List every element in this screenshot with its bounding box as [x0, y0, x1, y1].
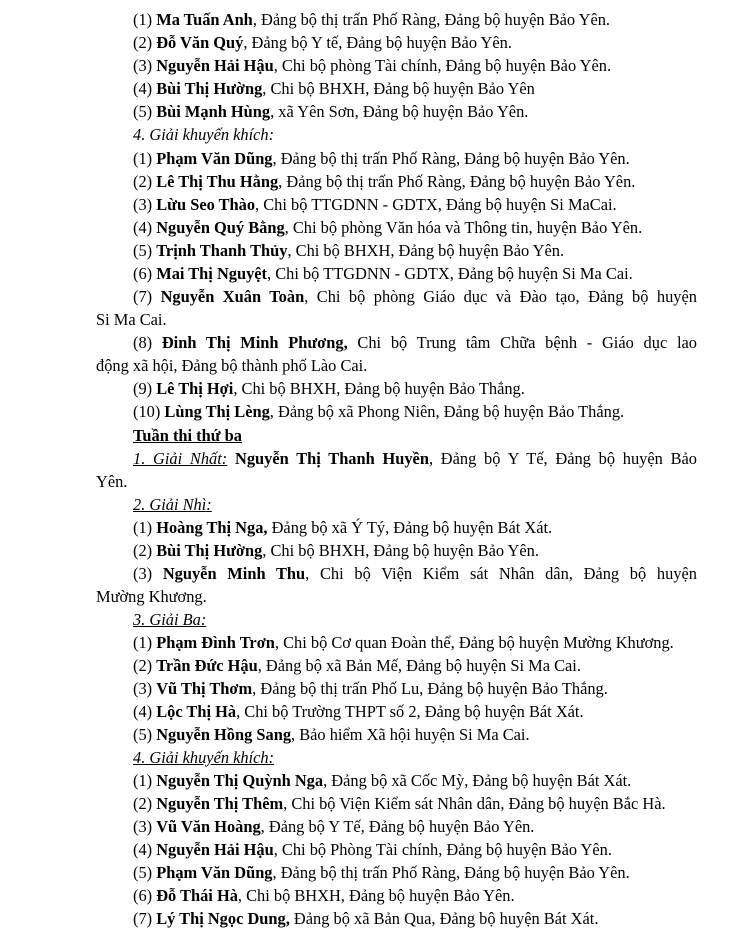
- text-run: , Chi bộ BHXH, Đảng bộ huyện Bảo Yên.: [262, 541, 539, 560]
- document-line: [133, 102, 528, 122]
- bold-text: Lý Thị Ngọc Dung,: [156, 909, 290, 928]
- italic-heading: 4. Giải khuyến khích:: [133, 748, 275, 767]
- italic-heading: 4. Giải khuyến khích:: [133, 125, 275, 144]
- text-run: , Chi bộ BHXH, Đảng bộ huyện Bảo Thắng.: [233, 379, 525, 398]
- text-run: , Đảng bộ thị trấn Phố Ràng, Đảng bộ huyện Bảo Yên.: [278, 172, 636, 191]
- text-run: (7): [133, 909, 157, 928]
- bold-text: Lộc Thị Hà: [156, 702, 237, 721]
- bold-text: Nguyễn Thị Thanh Huyền: [235, 449, 429, 468]
- document-line: [133, 748, 274, 768]
- document-line: [133, 264, 633, 284]
- document-line: [133, 33, 512, 53]
- document-line: [133, 241, 564, 261]
- text-run: (7): [133, 287, 161, 306]
- italic-heading: 3. Giải Ba:: [133, 610, 207, 629]
- text-run: , Chi bộ TTGDNN - GDTX, Đảng bộ huyện Si MaCai.: [255, 195, 617, 214]
- text-run: (5): [133, 863, 157, 882]
- text-run: (1): [133, 149, 157, 168]
- text-run: (3): [133, 195, 157, 214]
- bold-text: Nguyễn Minh Thu: [162, 564, 306, 583]
- bold-text: Phạm Văn Dũng: [156, 149, 273, 168]
- text-run: , Đảng bộ thị trấn Phố Ràng, Đảng bộ huyện Bảo Yên.: [272, 863, 630, 882]
- document-line: [133, 886, 515, 906]
- text-run: (8): [133, 333, 162, 352]
- text-run: (1): [133, 633, 157, 652]
- bold-text: Đỗ Thái Hà: [156, 886, 238, 905]
- italic-heading: 2. Giải Nhì:: [133, 495, 212, 514]
- bold-text: Nguyễn Thị Quỳnh Nga: [156, 771, 324, 790]
- bold-text: Lê Thị Thu Hằng: [156, 172, 279, 191]
- document-line: [133, 656, 581, 676]
- text-run: , Bảo hiểm Xã hội huyện Si Ma Cai.: [291, 725, 530, 744]
- text-run: (5): [133, 241, 157, 260]
- bold-text: Mai Thị Nguyệt: [156, 264, 268, 283]
- text-run: , Chi bộ BHXH, Đảng bộ huyện Bảo Yên: [262, 79, 535, 98]
- text-run: Chi bộ Trung tâm Chữa bệnh - Giáo dục lao: [347, 333, 697, 352]
- document-line: [133, 218, 642, 238]
- document-line: [133, 379, 525, 399]
- text-run: , Đảng bộ thị trấn Phố Lu, Đảng bộ huyện Bảo Thắng.: [252, 679, 608, 698]
- text-run: , Đảng bộ thị trấn Phố Ràng, Đảng bộ huyện Bảo Yên.: [272, 149, 630, 168]
- text-run: Đảng bộ xã Ý Tý, Đảng bộ huyện Bát Xát.: [267, 518, 553, 537]
- document-line: [133, 125, 274, 145]
- document-line: [96, 356, 367, 376]
- bold-text: Đinh Thị Minh Phương,: [161, 333, 348, 352]
- text-run: (3): [133, 817, 157, 836]
- document-line: [133, 725, 530, 745]
- bold-text: Lùng Thị Lèng: [164, 402, 270, 421]
- text-run: (2): [133, 33, 157, 52]
- document-line: [133, 287, 697, 307]
- document-line: [133, 449, 697, 469]
- text-run: , Chi bộ Phòng Tài chính, Đảng bộ huyện Bảo Yên.: [273, 840, 612, 859]
- text-run: (6): [133, 264, 157, 283]
- bold-text: Bùi Thị Hường: [156, 79, 263, 98]
- text-run: , Chi bộ Viện Kiểm sát Nhân dân, Đảng bộ huyện Bắc Hà.: [283, 794, 666, 813]
- text-run: (2): [133, 794, 157, 813]
- text-run: , Chi bộ TTGDNN - GDTX, Đảng bộ huyện Si Ma Cai.: [267, 264, 633, 283]
- text-run: Đảng bộ xã Bản Qua, Đảng bộ huyện Bát Xát.: [289, 909, 599, 928]
- text-run: (3): [133, 56, 157, 75]
- document-line: [133, 817, 534, 837]
- bold-text: Hoàng Thị Nga,: [156, 518, 268, 537]
- document-line: [133, 518, 552, 538]
- text-run: , Chi bộ phòng Tài chính, Đảng bộ huyện Bảo Yên.: [273, 56, 612, 75]
- document-line: [96, 472, 127, 492]
- document-line: [133, 702, 584, 722]
- document-line: [133, 79, 535, 99]
- text-run: (3): [133, 679, 157, 698]
- bold-text: Đỗ Văn Quý: [156, 33, 244, 52]
- document-line: [133, 840, 612, 860]
- bold-text: Bùi Mạnh Hùng: [156, 102, 271, 121]
- document-line: [133, 633, 674, 653]
- bold-text: Nguyễn Xuân Toàn: [160, 287, 305, 306]
- bold-text: Phạm Đình Trơn: [156, 633, 275, 652]
- bold-text: Lê Thị Hợi: [156, 379, 234, 398]
- text-run: (3): [133, 564, 163, 583]
- bold-text: Vũ Thị Thơm: [156, 679, 253, 698]
- document-line: [133, 679, 608, 699]
- document-line: [133, 564, 697, 584]
- document-line: [133, 195, 617, 215]
- text-run: (5): [133, 725, 157, 744]
- document-line: [133, 333, 697, 353]
- text-run: , Đảng bộ xã Phong Niên, Đảng bộ huyện Bảo Thắng.: [269, 402, 625, 421]
- bold-text: Bùi Thị Hường: [156, 541, 263, 560]
- text-run: (4): [133, 840, 157, 859]
- bold-text: Lừu Seo Thào: [156, 195, 256, 214]
- text-run: , Đảng bộ Y tế, Đảng bộ huyện Bảo Yên.: [243, 33, 512, 52]
- text-run: (4): [133, 702, 157, 721]
- text-run: , Đảng bộ Y Tế, Đảng bộ huyện Bảo: [428, 449, 697, 468]
- text-run: , Đảng bộ xã Cốc Mỳ, Đảng bộ huyện Bát Xát.: [323, 771, 632, 790]
- document-line: [133, 909, 598, 929]
- text-run: (2): [133, 172, 157, 191]
- bold-text: Vũ Văn Hoàng: [156, 817, 261, 836]
- text-run: Si Ma Cai.: [96, 310, 167, 329]
- text-run: , xã Yên Sơn, Đảng bộ huyện Bảo Yên.: [270, 102, 529, 121]
- text-run: , Chi bộ BHXH, Đảng bộ huyện Bảo Yên.: [287, 241, 565, 260]
- text-run: (4): [133, 79, 157, 98]
- text-run: (1): [133, 771, 157, 790]
- text-run: , Chi bộ Cơ quan Đoàn thể, Đảng bộ huyện Mường Khương.: [274, 633, 674, 652]
- text-run: , Đảng bộ xã Bản Mế, Đảng bộ huyện Si Ma Cai.: [257, 656, 581, 675]
- document-line: [133, 10, 610, 30]
- document-line: [133, 794, 666, 814]
- document-line: [133, 771, 631, 791]
- document-line: [133, 426, 242, 446]
- text-run: động xã hội, Đảng bộ thành phố Lào Cai.: [96, 356, 368, 375]
- text-run: Yên.: [96, 472, 128, 491]
- text-run: , Chi bộ BHXH, Đảng bộ huyện Bảo Yên.: [237, 886, 515, 905]
- document-line: [133, 402, 624, 422]
- text-run: Mường Khương.: [96, 587, 207, 606]
- text-run: , Chi bộ Trường THPT số 2, Đảng bộ huyện Bát Xát.: [236, 702, 584, 721]
- text-run: (2): [133, 541, 157, 560]
- text-run: (2): [133, 656, 157, 675]
- bold-text: Nguyễn Hải Hậu: [156, 56, 274, 75]
- bold-text: Tuần thi thứ ba: [133, 426, 242, 445]
- text-run: , Đảng bộ thị trấn Phố Ràng, Đảng bộ huyện Bảo Yên.: [252, 10, 611, 29]
- bold-text: Ma Tuấn Anh: [156, 10, 253, 29]
- bold-text: Trịnh Thanh Thủy: [156, 241, 288, 260]
- document-line: [133, 495, 212, 515]
- document-line: [133, 541, 539, 561]
- text-run: (1): [133, 10, 157, 29]
- document-line: [133, 610, 206, 630]
- italic-heading: 1. Giải Nhất:: [133, 449, 228, 468]
- document-line: [96, 310, 167, 330]
- text-run: , Chi bộ phòng Văn hóa và Thông tin, huyện Bảo Yên.: [284, 218, 643, 237]
- text-run: (10): [133, 402, 165, 421]
- text-run: (4): [133, 218, 157, 237]
- bold-text: Trần Đức Hậu: [156, 656, 258, 675]
- bold-text: Phạm Văn Dũng: [156, 863, 273, 882]
- bold-text: Nguyễn Hồng Sang: [156, 725, 292, 744]
- text-run: (5): [133, 102, 157, 121]
- document-line: [133, 149, 630, 169]
- document-line: [133, 172, 635, 192]
- text-run: (1): [133, 518, 157, 537]
- document-line: [133, 863, 630, 883]
- text-run: , Đảng bộ Y Tế, Đảng bộ huyện Bảo Yên.: [260, 817, 535, 836]
- document-line: [96, 587, 207, 607]
- document-line: [133, 56, 611, 76]
- bold-text: Nguyễn Hải Hậu: [156, 840, 274, 859]
- text-run: (9): [133, 379, 157, 398]
- text-run: , Chi bộ Viện Kiểm sát Nhân dân, Đảng bộ huyện: [305, 564, 697, 583]
- text-run: , Chi bộ phòng Giáo dục và Đào tạo, Đảng bộ huyện: [304, 287, 697, 306]
- bold-text: Nguyễn Quý Bằng: [156, 218, 285, 237]
- text-run: (6): [133, 886, 157, 905]
- bold-text: Nguyễn Thị Thêm: [156, 794, 284, 813]
- text-run: [227, 449, 235, 468]
